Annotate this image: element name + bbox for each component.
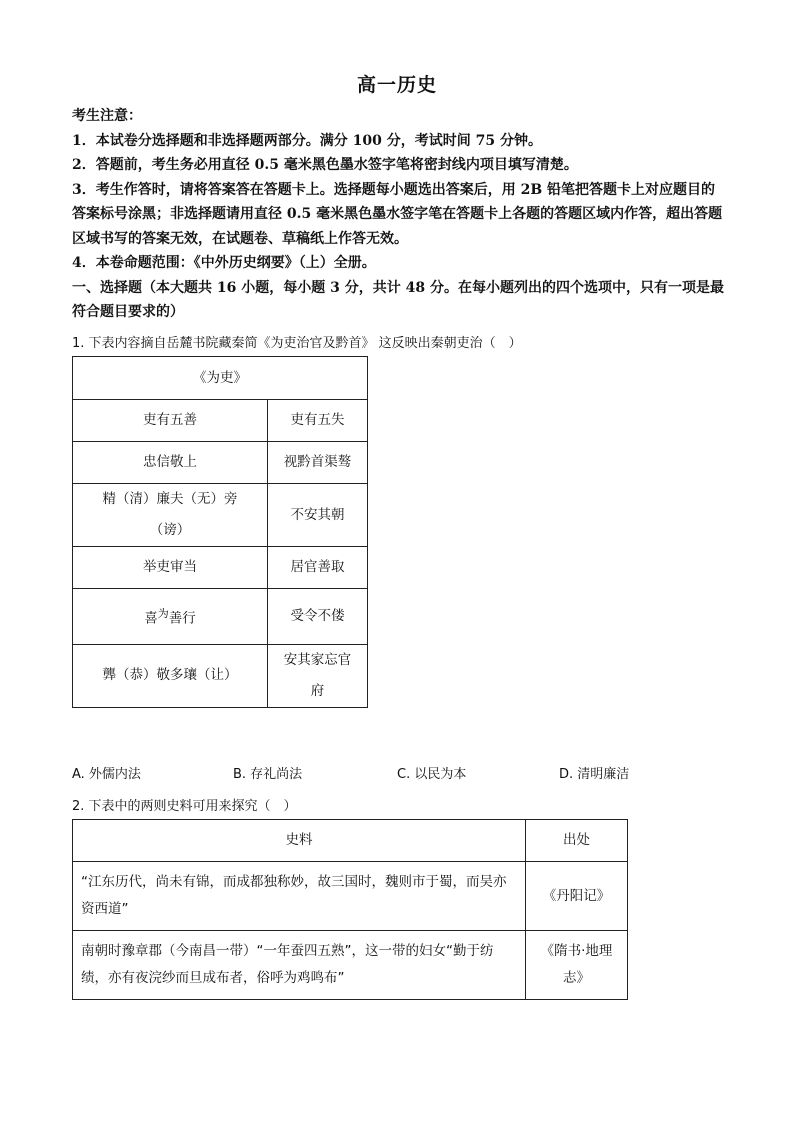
table-header-cell: 吏有五失 xyxy=(268,400,368,442)
exam-instructions xyxy=(72,104,724,325)
table-header-cell: 史料 xyxy=(73,820,526,862)
table-cell: 《丹阳记》 xyxy=(526,862,628,931)
instruction-item-1: 1．本试卷分选择题和非选择题两部分。满分 100 分，考试时间 75 分钟。 xyxy=(72,132,542,149)
table-row xyxy=(73,862,628,931)
instruction-item-3: 3．考生作答时，请将答案答在答题卡上。选择题每小题选出答案后，用 2B 铅笔把答题卡上对应题目的答案标号涂黑；非选择题请用直径 0.5 毫米黑色墨水签字笔在答题卡上各题的答题区域内作答，超出答题区域书写的答案无效，在试题卷、草稿纸上作答无效。 xyxy=(72,181,723,247)
section-heading: 一、选择题（本大题共 16 小题，每小题 3 分，共计 48 分。在每小题列出的四个选项中，只有一项是最符合题目要求的） xyxy=(72,279,724,320)
table-row xyxy=(73,589,368,645)
table-cell: 居官善取 xyxy=(268,547,368,589)
page-title: 高一历史 xyxy=(356,74,437,96)
table-header-cell: 吏有五善 xyxy=(73,400,268,442)
table-row xyxy=(73,547,368,589)
table-row xyxy=(73,442,368,484)
question-2-table xyxy=(72,819,628,1000)
question-1-table xyxy=(72,356,368,708)
table-cell xyxy=(73,589,268,645)
table-cell: 《隋书·地理志》 xyxy=(526,931,628,1000)
table-row xyxy=(73,931,628,1000)
table-cell: 南朝时豫章郡（今南昌一带）“一年蚕四五熟”，这一带的妇女“勤于纺绩，亦有夜浣纱而旦成布者，俗呼为鸡鸣布” xyxy=(73,931,526,1000)
question-2-stem: 2. 下表中的两则史料可用来探究（ ） xyxy=(72,799,297,814)
option-a[interactable]: A. 外儒内法 xyxy=(72,767,141,782)
table-cell: 龏（恭）敬多瓖（让） xyxy=(73,644,268,707)
table-row xyxy=(73,644,368,707)
table-cell: 视黔首渠骜 xyxy=(268,442,368,484)
option-d[interactable]: D. 清明廉洁 xyxy=(559,767,630,782)
cell-text: 善行 xyxy=(168,610,196,627)
option-c[interactable]: C. 以民为本 xyxy=(397,767,467,782)
table-cell: 受令不偻 xyxy=(268,589,368,645)
option-b[interactable]: B. 存礼尚法 xyxy=(233,767,303,782)
instruction-item-2: 2．答题前，考生务必用直径 0.5 毫米黑色墨水签字笔将密封线内项目填写清楚。 xyxy=(72,157,578,173)
table-header-cell: 出处 xyxy=(526,820,628,862)
question-1-stem: 1. 下表内容摘自岳麓书院藏秦简《为吏治官及黔首》 这反映出秦朝吏治（ ） xyxy=(72,336,522,351)
table-cell: 举吏审当 xyxy=(73,547,268,589)
table-row xyxy=(73,820,628,862)
cell-superscript: 为 xyxy=(157,607,169,620)
instruction-item-4: 4．本卷命题范围：《中外历史纲要》（上）全册。 xyxy=(72,255,376,271)
table-cell: 精（清）廉夫（无）旁（谤） xyxy=(73,484,268,547)
table-cell: 忠信敬上 xyxy=(73,442,268,484)
table-cell: 不安其朝 xyxy=(268,484,368,547)
instructions-heading: 考生注意： xyxy=(72,108,142,124)
table-cell: 安其家忘官府 xyxy=(268,644,368,707)
table-row xyxy=(73,400,368,442)
table-row xyxy=(73,484,368,547)
cell-text: 喜 xyxy=(144,610,158,627)
table-cell: “江东历代，尚未有锦，而成都独称妙，故三国时，魏则市于蜀，而吴亦资西道” xyxy=(73,862,526,931)
table-title: 《为吏》 xyxy=(73,357,368,400)
